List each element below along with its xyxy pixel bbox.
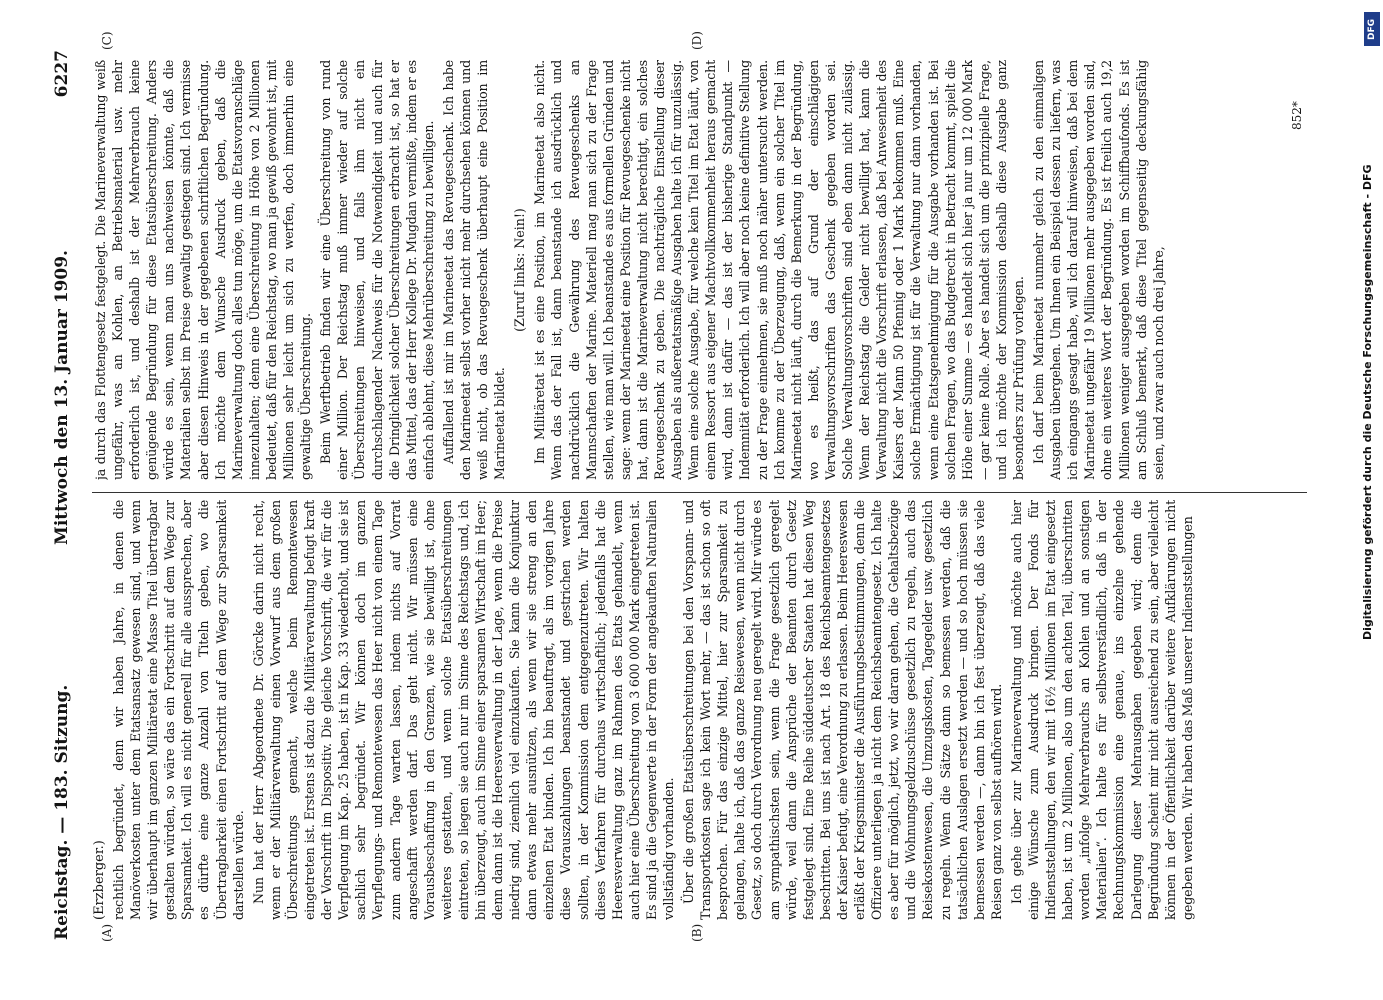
column-divider	[92, 492, 1307, 493]
paragraph: Beim Werftbetrieb finden wir eine Überschreitung von rund einer Million. Der Reichstag muß immer wieder auf solche Überschreitungen hinweisen, und falls ihm nicht ein durchschlagender Nachweis für die Notwendigkeit und auch für die Dringlichkeit solcher Überschreitungen erbracht ist, so hat er das Mittel, das der Herr Kollege Dr. Mugdan vermißte, indem er es einfach ablehnt, diese Mehrüberschreitung zu bewilligen.	[318, 60, 436, 480]
dfg-logo: DFG	[1364, 12, 1380, 46]
paragraph: Im Militäretat ist es eine Position, im Marineetat also nicht. Wenn das der Fall ist, dann beanstande ich ausdrücklich und nachdrücklich die Gewährung des Revuegeschenks an Mannschaften der Marine. Materiell mag man sich zu der Frage stellen, wie man will. Ich beanstande es aus formellen Gründen und sage: wenn der Marineetat eine Position für Revuegeschenke nicht hat, dann ist die Marineverwaltung nicht berechtigt, ein solches Revuegeschenk zu geben. Die nachträgliche Einstellung dieser Ausgaben als außeretatsmäßige Ausgaben halte ich für unzulässig. Wenn eine solche Ausgabe, für welche kein Titel im Etat läuft, von einem Ressort aus eigener Machtvollkommenheit heraus gemacht wird, dann ist dafür — das ist der bisherige Standpunkt — Indemnität erforderlich. Ich will aber noch keine definitive Stellung zu der Frage einnehmen, sie muß noch näher untersucht werden. Ich komme zu der Überzeugung, daß, wenn ein solcher Titel im Marineetat nicht läuft, durch die Bemerkung in der Begründung, wo es heißt, das auf Grund der einschlägigen Verwaltungsvorschriften das Geschenk gegeben worden sei. Solche Verwaltungsvorschriften sind eben dann nicht zulässig. Wenn der Reichstag die Gelder nicht bewilligt hat, kann die Verwaltung nicht die Vorschrift erlassen, daß bei Anwesenheit des Kaisers der Mann 50 Pfennig oder 1 Mark bekommen muß. Eine solche Ermächtigung ist für die Verwaltung nur dann vorhanden, wenn eine Etatsgenehmigung für die Ausgabe vorhanden ist. Bei solchen Fragen, wo das Budgetrecht in Betracht kommt, spielt die Höhe einer Summe — es handelt sich hier ja nur um 12 000 Mark — gar keine Rolle. Aber es handelt sich um die prinzipielle Frage, und ich möchte der Kommission deshalb diese Ausgabe ganz besonders zur Prüfung vorlegen.	[532, 60, 1026, 480]
margin-mark-d: (D)	[690, 31, 704, 50]
interjection: (Zuruf links: Nein!)	[512, 208, 528, 332]
paragraph: Nun hat der Herr Abgeordnete Dr. Görcke darin nicht recht, wenn er der Militärverwaltung einen Vorwurf aus dem großen Überschreitungs gemacht, welche beim Remontewesen eingetreten ist. Erstens ist dazu die Militärverwaltung befugt kraft der Vorschrift im Dispositiv. Die gleiche Vorschrift, die wir für die Verpflegung im Kap. 25 haben, ist in Kap. 33 wiederholt, und sie ist sachlich sehr begründet. Wir können doch im ganzen Verpflegungs- und Remontewesen das Heer nicht von einem Tage zum andern Tage warten lassen, indem nichts auf Vorrat angeschafft werden darf. Das geht nicht. Wir müssen eine Vorausbeschaffung in den Grenzen, wie sie bewilligt ist, ohne weiteres gestatten, und wenn solche Etatsüberschreitungen eintreten, so liegen sie auch nur im Sinne des Reichstags und, ich bin überzeugt, auch im Sinne einer sparsamen Wirtschaft im Heer; denn dann ist die Heeresverwaltung in der Lage, wenn die Preise niedrig sind, ziemlich viel einzukaufen. Sie kann die Konjunktur dann etwas mehr ausnützen, als wenn wir sie streng an den einzelnen Etat binden. Ich bin beauftragt, als im vorigen Jahre diese Vorauszahlungen beanstandet und gestrichen werden sollten, in der Kommission dem entgegenzutreten. Wir halten dieses Verfahren für durchaus wirtschaftlich; jedenfalls hat die Heeresverwaltung ganz im Rahmen des Etats gehandelt, wenn auch hier eine Überschreitung von 3 600 000 Mark eingetreten ist. Es sind ja die Gegenwerte in der Form der angekauften Naturalien vollständig vorhanden.	[250, 500, 676, 920]
dfg-funding-note: Digitalisierung gefördert durch die Deutsche Forschungsgemeinschaft - DFG	[1361, 164, 1374, 640]
speaker-name: (Erzberger.)	[92, 840, 107, 920]
paragraph: Über die großen Etatsüberschreitungen bei den Vorspann- und Transportkosten sage ich kein Wort mehr, — das ist schon so oft besprochen. Für das einzige Mittel, hier zur Sparsamkeit zu gelangen, halte ich, daß das ganze Reisewesen, wenn nicht durch Gesetz, so doch durch Verordnung neu geregelt wird. Mir würde es am sympathischsten sein, wenn die Frage gesetzlich geregelt würde, weil dann die Ansprüche der Beamten durch Gesetz festgelegt sind. Eine Reihe süddeutscher Staaten hat diesen Weg beschritten. Bei uns ist nach Art. 18 des Reichsbeamtengesetzes der Kaiser befugt, eine Verordnung zu erlassen. Beim Heereswesen erläßt der Kriegsminister die Ausführungsbestimmungen, denn die Offiziere unterliegen ja nicht dem Reichsbeamtengesetz. Ich halte es aber für möglich, jetzt, wo wir daran gehen, die Gehaltsbezüge und die Wohnungsgeldzuschüsse gesetzlich zu regeln, auch das Reisekostenwesen, die Umzugskosten, Tagegelder usw. gesetzlich zu regeln. Wenn die Sätze dann so bemessen werden, daß die tatsächlichen Auslagen ersetzt werden — und so hoch müssen sie bemessen werden —, dann bin ich fest überzeugt, daß das viele Reisen ganz von selbst aufhören wird.	[681, 500, 1004, 920]
page-signature: 852*	[1290, 101, 1304, 130]
header-left: Reichstag. — 183. Sitzung.	[52, 684, 72, 940]
paragraph: Ich gehe über zur Marineverwaltung und möchte auch hier einige Wünsche zum Ausdruck bringen. Der Fonds für Indienststellungen, den wir mit 16½ Millionen im Etat eingesetzt haben, ist um 2 Millionen, also um den achten Teil, überschritten worden „infolge Mehrverbrauchs an Kohlen und an sonstigen Materialien“. Ich halte es für selbstverständlich, daß in der Rechnungskommission eine genaue, ins einzelne gehende Darlegung dieser Mehrausgaben gegeben wird; denn die Begründung scheint mir nicht ausreichend zu sein, aber vielleicht können in der Öffentlichkeit darüber weitere Aufklärungen nicht gegeben werden. Wir haben das Maß unserer Indienststellungen	[1008, 500, 1195, 920]
left-column	[92, 500, 1307, 920]
margin-mark-b: (B)	[690, 923, 704, 942]
paragraph: rechtlich begründet, denn wir haben Jahre, in denen die Manöverkosten unter dem Etatsansatz gewesen sind, und wenn wir überhaupt im ganzen Militäretat eine Masse Titel übertragbar gestalten würden, so wäre das ein Fortschritt auf dem Wege zur Sparsamkeit. Ich will es nicht generell für alle aussprechen, aber es dürfte eine ganze Anzahl von Titeln geben, wo die Übertragbarkeit einen Fortschritt auf dem Wege zur Sparsamkeit darstellen würde.	[111, 500, 246, 920]
page-number: 6227	[52, 50, 72, 98]
page-header	[52, 50, 80, 940]
margin-mark-c: (C)	[100, 31, 114, 50]
header-date: Mittwoch den 13. Januar 1909.	[52, 250, 72, 545]
right-column	[92, 60, 1307, 480]
paragraph: Ich darf beim Marineetat nunmehr gleich zu den einmaligen Ausgaben übergehen. Um Ihnen ein Beispiel dessen zu liefern, was ich eingangs gesagt habe, will ich darauf hinweisen, daß bei dem Marineetat ungefähr 19 Millionen mehr ausgegeben worden sind, ohne ein weiteres Wort der Begründung. Es ist freilich auch 19,2 Millionen weniger ausgegeben worden im Schiffbaufonds. Es ist am Schluß bemerkt, daß diese Titel gegenseitig deckungsfähig seien, und zwar auch noch drei Jahre,	[1031, 60, 1166, 480]
paragraph: Auffallend ist mir im Marineetat das Revuegeschenk. Ich habe den Marineetat selbst vorher nicht mehr durchsehen können und weiß nicht, ob das Revuegeschenk überhaupt eine Position im Marineetat bildet.	[440, 60, 508, 480]
paragraph: ja durch das Flottengesetz festgelegt. Die Marineverwaltung weiß ungefähr, was an Kohlen, an Betriebsmaterial usw. mehr erforderlich ist, und deshalb ist der Mehrverbrauch keine genügende Begründung für diese Etatsüberschreitung. Anders würde es sein, wenn man uns nachweisen könnte, daß die Materialien selbst im Preise gewaltig gestiegen sind. Ich vermisse aber diesen Hinweis in der gegebenen schriftlichen Begründung. Ich möchte dem Wunsche Ausdruck geben, daß die Marineverwaltung doch alles tun möge, um die Etatsvoranschläge innezuhalten; denn eine Überschreitung in Höhe von 2 Millionen bedeutet, daß für den Reichstag, wo man ja gewiß gewohnt ist, mit Millionen sehr leicht um sich zu werfen, doch immerhin eine gewaltige Überschreitung.	[93, 60, 314, 480]
margin-mark-a: (A)	[100, 923, 114, 942]
